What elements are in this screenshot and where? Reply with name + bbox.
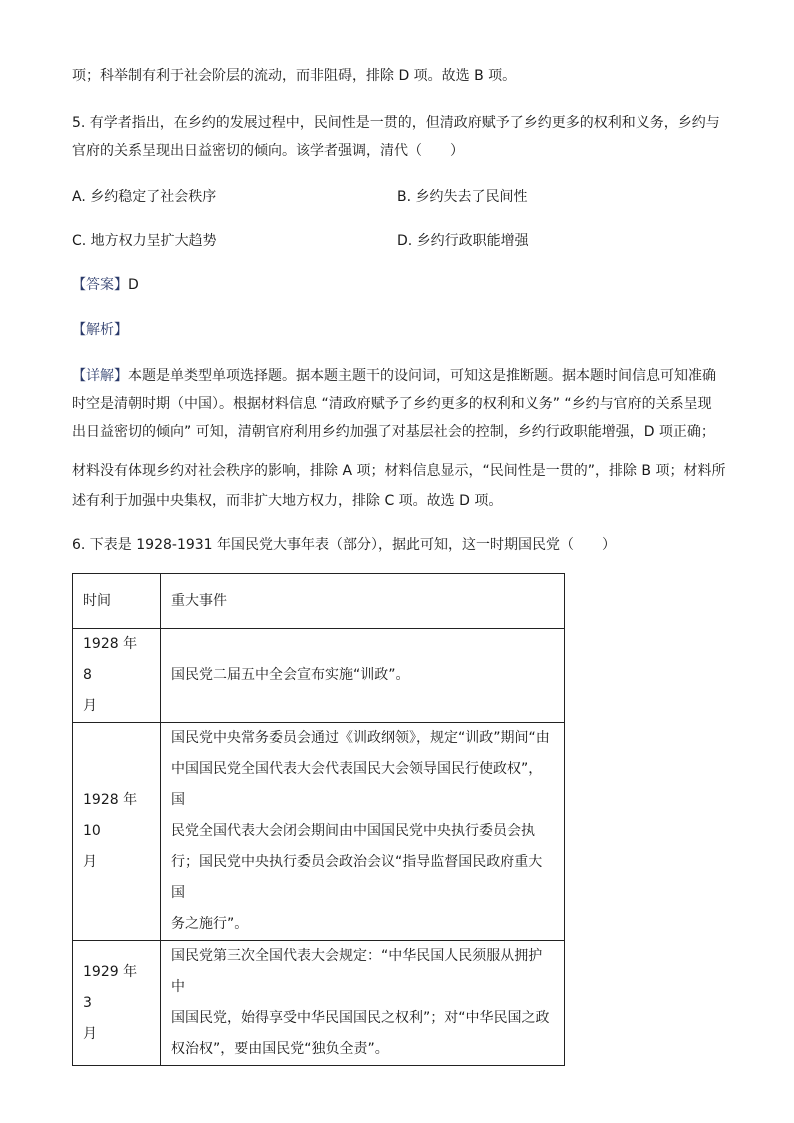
detail-tag: 【详解】: [72, 368, 128, 384]
event-text: 民党全国代表大会闭会期间由中国国民党中央执行委员会执: [171, 823, 535, 839]
events-table: [72, 573, 565, 1066]
header-event: 重大事件: [161, 574, 565, 629]
table-header-row: [73, 574, 565, 629]
answer-line: [72, 275, 139, 295]
question-6: 6. 下表是 1928-1931 年国民党大事年表（部分），据此可知，这一时期国民党（ ）: [72, 537, 617, 553]
event-cell: [161, 629, 565, 723]
analysis-tag: [72, 320, 128, 340]
answer-value: D: [128, 277, 139, 293]
time-cell: [73, 941, 161, 1066]
option-b: B. 乡约失去了民间性: [397, 189, 528, 205]
time-cell: [73, 629, 161, 723]
option-c: C. 地方权力呈扩大趋势: [72, 233, 217, 249]
option-a: A. 乡约稳定了社会秩序: [72, 189, 217, 205]
time-text: 月: [83, 1025, 97, 1042]
event-text: 权治权”，要由国民党“独负全责”。: [171, 1041, 389, 1057]
detail-line-2: 时空是清朝时期（中国）。根据材料信息 “清政府赋予了乡约更多的权利和义务” “乡约与官府的关系呈现: [72, 396, 712, 412]
event-text: 国国民党，始得享受中华民国国民之权利”；对“中华民国之政: [171, 1010, 550, 1026]
event-text: 国民党二届五中全会宣布实施“训政”。: [171, 667, 410, 683]
time-text: 月: [83, 698, 97, 714]
detail-line-1: [72, 366, 716, 386]
event-text: 中国国民党全国代表大会代表国民大会领导国民行使政权”，国: [171, 761, 543, 808]
table-row: [73, 629, 565, 723]
event-text: 国民党第三次全国代表大会规定：“中华民国人民须服从拥护中: [171, 948, 543, 995]
answer-tag: 【答案】: [72, 277, 128, 293]
analysis-tag-text: 【解析】: [72, 322, 128, 338]
event-text: 务之施行”。: [171, 916, 249, 932]
time-text: 月: [83, 854, 97, 870]
time-text: 1928 年 10: [83, 792, 138, 839]
time-text: 1928 年 8: [83, 636, 138, 683]
event-cell: [161, 723, 565, 941]
event-text: 行；国民党中央执行委员会政治会议“指导监督国民政府重大国: [171, 854, 543, 901]
detail-line-3: 出日益密切的倾向” 可知，清朝官府利用乡约加强了对基层社会的控制，乡约行政职能增强，D 项正确；: [72, 424, 715, 440]
time-cell: [73, 723, 161, 941]
time-text: 1929 年 3: [83, 963, 138, 1011]
option-d: D. 乡约行政职能增强: [397, 233, 529, 249]
event-cell: [161, 941, 565, 1066]
question-5-line-2: 官府的关系呈现出日益密切的倾向。该学者强调，清代（ ）: [72, 143, 464, 159]
question-5-line-1: 5. 有学者指出，在乡约的发展过程中，民间性是一贯的，但清政府赋予了乡约更多的权利和义务，乡约与: [72, 115, 720, 131]
table-row: [73, 723, 565, 941]
table-row: [73, 941, 565, 1066]
header-time: 时间: [73, 574, 161, 629]
detail-line-4: 材料没有体现乡约对社会秩序的影响，排除 A 项；材料信息显示，“民间性是一贯的”，排除 B 项；材料所: [72, 463, 726, 479]
event-text: 国民党中央常务委员会通过《训政纲领》，规定“训政”期间“由: [171, 730, 550, 746]
detail-line-5: 述有利于加强中央集权，而非扩大地方权力，排除 C 项。故选 D 项。: [72, 493, 503, 509]
detail-text-1: 本题是单类型单项选择题。据本题主题干的设问词，可知这是推断题。据本题时间信息可知准确: [128, 368, 716, 384]
text-line-1: 项；科举制有利于社会阶层的流动，而非阻碍，排除 D 项。故选 B 项。: [72, 68, 517, 84]
